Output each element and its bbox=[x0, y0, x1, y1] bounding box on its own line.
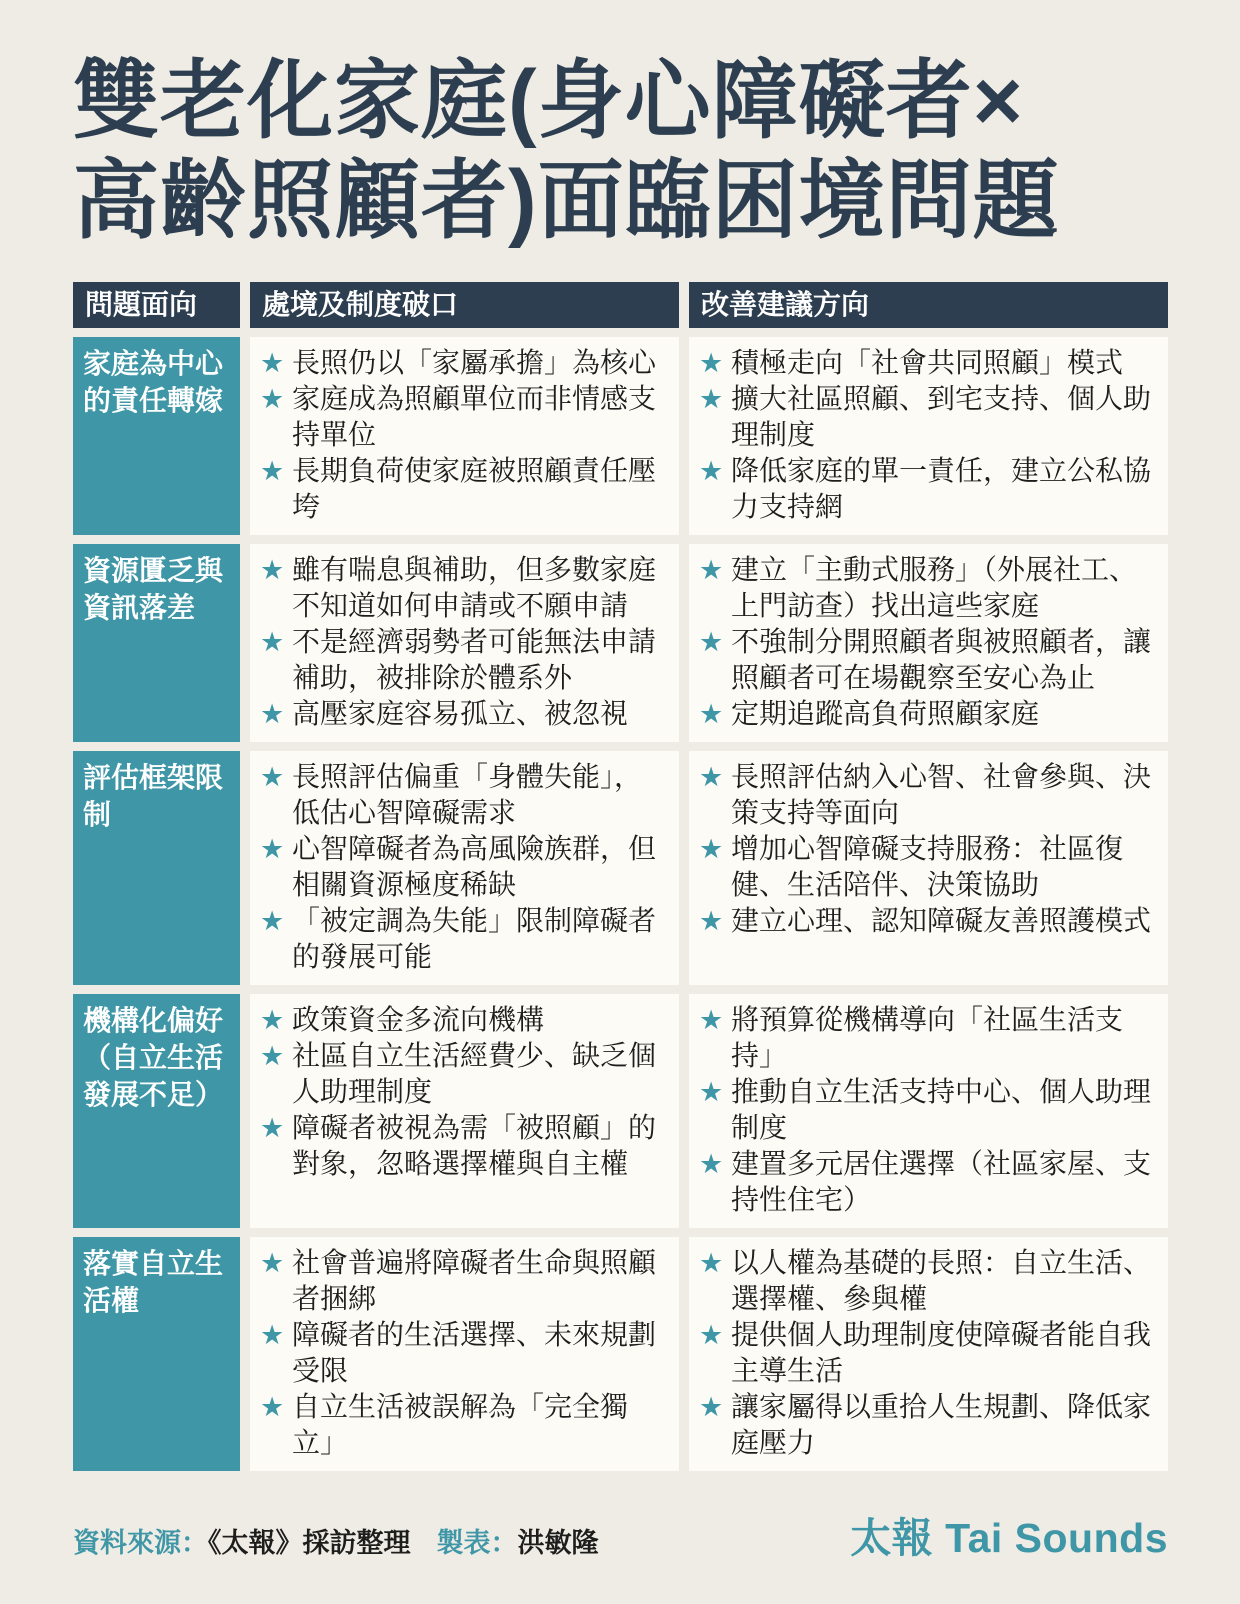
problems-text: 不是經濟弱勢者可能無法申請補助，被排除於體系外 bbox=[292, 625, 657, 693]
star-icon: ★ bbox=[260, 1004, 285, 1035]
suggestions-text: 推動自立生活支持中心、個人助理制度 bbox=[731, 1075, 1152, 1143]
suggestions-cell bbox=[689, 544, 1168, 742]
star-icon: ★ bbox=[260, 1319, 285, 1350]
problems-text: 社區自立生活經費少、缺乏個人助理制度 bbox=[292, 1039, 657, 1107]
bullet-item bbox=[699, 831, 1158, 903]
suggestions-text: 建立「主動式服務」（外展社工、上門訪查）找出這些家庭 bbox=[731, 553, 1138, 621]
bullet-item bbox=[699, 759, 1158, 831]
suggestions-cell bbox=[689, 337, 1168, 535]
star-icon: ★ bbox=[260, 833, 285, 864]
problems-table bbox=[73, 282, 1168, 1471]
suggestions-text: 建置多元居住選擇（社區家屋、支持性住宅） bbox=[731, 1147, 1152, 1215]
suggestions-text: 以人權為基礎的長照：自立生活、選擇權、參與權 bbox=[731, 1246, 1152, 1314]
bullet-item bbox=[260, 1038, 669, 1110]
suggestions-cell bbox=[689, 994, 1168, 1228]
aspect-cell: 落實自立生活權 bbox=[73, 1237, 240, 1471]
bullet-item bbox=[260, 624, 669, 696]
column-header-suggestions: 改善建議方向 bbox=[689, 282, 1168, 328]
problems-text: 自立生活被誤解為「完全獨立」 bbox=[292, 1390, 629, 1458]
suggestions-text: 增加心智障礙支持服務：社區復健、生活陪伴、決策協助 bbox=[731, 832, 1124, 900]
bullet-item bbox=[699, 903, 1158, 939]
suggestions-text: 積極走向「社會共同照顧」模式 bbox=[731, 346, 1124, 378]
bullet-item bbox=[699, 552, 1158, 624]
suggestions-text: 讓家屬得以重拾人生規劃、降低家庭壓力 bbox=[731, 1390, 1152, 1458]
aspect-cell: 資源匱乏與資訊落差 bbox=[73, 544, 240, 742]
bullet-item bbox=[699, 624, 1158, 696]
problems-text: 障礙者的生活選擇、未來規劃受限 bbox=[292, 1318, 657, 1386]
bullet-item bbox=[699, 1245, 1158, 1317]
star-icon: ★ bbox=[699, 698, 724, 729]
maker-value: 洪敏隆 bbox=[517, 1527, 599, 1558]
problems-cell bbox=[250, 544, 679, 742]
bullet-item bbox=[699, 1317, 1158, 1389]
bullet-item bbox=[699, 1002, 1158, 1074]
star-icon: ★ bbox=[699, 1247, 724, 1278]
problems-text: 長期負荷使家庭被照顧責任壓垮 bbox=[292, 454, 657, 522]
suggestions-text: 降低家庭的單一責任，建立公私協力支持網 bbox=[731, 454, 1152, 522]
bullet-item bbox=[260, 552, 669, 624]
star-icon: ★ bbox=[699, 1004, 724, 1035]
problems-text: 心智障礙者為高風險族群，但相關資源極度稀缺 bbox=[292, 832, 657, 900]
star-icon: ★ bbox=[699, 1319, 724, 1350]
suggestions-text: 定期追蹤高負荷照顧家庭 bbox=[731, 697, 1040, 729]
star-icon: ★ bbox=[699, 905, 724, 936]
bullet-item bbox=[260, 1245, 669, 1317]
suggestions-cell bbox=[689, 751, 1168, 985]
star-icon: ★ bbox=[260, 1247, 285, 1278]
star-icon: ★ bbox=[260, 554, 285, 585]
source-label: 資料來源： bbox=[73, 1527, 208, 1558]
aspect-cell: 機構化偏好（自立生活發展不足） bbox=[73, 994, 240, 1228]
bullet-item bbox=[260, 1110, 669, 1182]
problems-text: 社會普遍將障礙者生命與照顧者捆綁 bbox=[292, 1246, 657, 1314]
problems-text: 高壓家庭容易孤立、被忽視 bbox=[292, 697, 629, 729]
problems-text: 長照仍以「家屬承擔」為核心 bbox=[292, 346, 657, 378]
column-header-aspect: 問題面向 bbox=[73, 282, 240, 328]
star-icon: ★ bbox=[699, 626, 724, 657]
problems-cell bbox=[250, 994, 679, 1228]
bullet-item bbox=[260, 696, 669, 732]
bullet-item bbox=[260, 1389, 669, 1461]
star-icon: ★ bbox=[260, 761, 285, 792]
bullet-item bbox=[699, 453, 1158, 525]
footer bbox=[73, 1505, 1168, 1564]
page-title-line2: 高齡照顧者)面臨困境問題 bbox=[73, 152, 1060, 249]
tai-sounds-logo: 太報 Tai Sounds bbox=[850, 1514, 1168, 1561]
bullet-item bbox=[699, 1146, 1158, 1218]
problems-text: 家庭成為照顧單位而非情感支持單位 bbox=[292, 382, 657, 450]
star-icon: ★ bbox=[699, 347, 724, 378]
aspect-cell: 評估框架限制 bbox=[73, 751, 240, 985]
bullet-item bbox=[260, 1317, 669, 1389]
bullet-item bbox=[699, 1389, 1158, 1461]
problems-cell bbox=[250, 751, 679, 985]
column-header-problems: 處境及制度破口 bbox=[250, 282, 679, 328]
problems-cell bbox=[250, 337, 679, 535]
suggestions-text: 將預算從機構導向「社區生活支持」 bbox=[731, 1003, 1124, 1071]
bullet-item bbox=[260, 345, 669, 381]
bullet-item bbox=[699, 345, 1158, 381]
star-icon: ★ bbox=[260, 455, 285, 486]
suggestions-text: 不強制分開照顧者與被照顧者，讓照顧者可在場觀察至安心為止 bbox=[731, 625, 1152, 693]
star-icon: ★ bbox=[260, 1112, 285, 1143]
page-title-line1: 雙老化家庭(身心障礙者× bbox=[73, 53, 1024, 149]
star-icon: ★ bbox=[699, 1148, 724, 1179]
page-title bbox=[73, 52, 1168, 252]
star-icon: ★ bbox=[699, 383, 724, 414]
problems-cell bbox=[250, 1237, 679, 1471]
bullet-item bbox=[260, 453, 669, 525]
bullet-item bbox=[260, 759, 669, 831]
star-icon: ★ bbox=[699, 833, 724, 864]
bullet-item bbox=[260, 831, 669, 903]
bullet-item bbox=[260, 903, 669, 975]
star-icon: ★ bbox=[699, 455, 724, 486]
source-line bbox=[73, 1521, 599, 1560]
star-icon: ★ bbox=[699, 761, 724, 792]
bullet-item bbox=[699, 696, 1158, 732]
star-icon: ★ bbox=[260, 1391, 285, 1422]
bullet-item bbox=[260, 1002, 669, 1038]
star-icon: ★ bbox=[260, 905, 285, 936]
source-value: 《太報》採訪整理 bbox=[208, 1527, 411, 1558]
star-icon: ★ bbox=[260, 383, 285, 414]
problems-text: 政策資金多流向機構 bbox=[292, 1003, 545, 1035]
star-icon: ★ bbox=[260, 626, 285, 657]
suggestions-text: 擴大社區照顧、到宅支持、個人助理制度 bbox=[731, 382, 1152, 450]
star-icon: ★ bbox=[260, 347, 285, 378]
suggestions-text: 建立心理、認知障礙友善照護模式 bbox=[731, 904, 1152, 936]
bullet-item bbox=[699, 1074, 1158, 1146]
problems-text: 障礙者被視為需「被照顧」的對象，忽略選擇權與自主權 bbox=[292, 1111, 657, 1179]
star-icon: ★ bbox=[260, 1040, 285, 1071]
suggestions-text: 提供個人助理制度使障礙者能自我主導生活 bbox=[731, 1318, 1152, 1386]
bullet-item bbox=[260, 381, 669, 453]
suggestions-text: 長照評估納入心智、社會參與、決策支持等面向 bbox=[731, 760, 1152, 828]
star-icon: ★ bbox=[699, 554, 724, 585]
star-icon: ★ bbox=[699, 1391, 724, 1422]
problems-text: 「被定調為失能」限制障礙者的發展可能 bbox=[292, 904, 657, 972]
star-icon: ★ bbox=[699, 1076, 724, 1107]
problems-text: 長照評估偏重「身體失能」，低估心智障礙需求 bbox=[292, 760, 643, 828]
problems-text: 雖有喘息與補助，但多數家庭不知道如何申請或不願申請 bbox=[292, 553, 657, 621]
bullet-item bbox=[699, 381, 1158, 453]
suggestions-cell bbox=[689, 1237, 1168, 1471]
aspect-cell: 家庭為中心的責任轉嫁 bbox=[73, 337, 240, 535]
star-icon: ★ bbox=[260, 698, 285, 729]
maker-label: 製表： bbox=[436, 1527, 518, 1558]
